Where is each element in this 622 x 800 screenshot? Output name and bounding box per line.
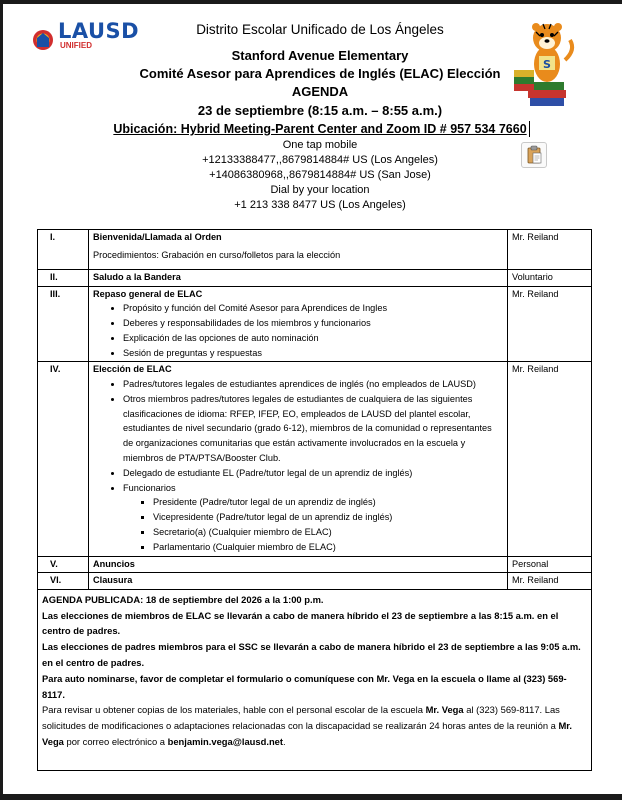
agenda-row bbox=[38, 362, 592, 556]
page-border-top bbox=[0, 0, 622, 4]
bullet-list bbox=[93, 301, 503, 360]
agenda-row bbox=[38, 573, 592, 590]
bullet-list bbox=[93, 377, 503, 555]
clipboard-icon bbox=[522, 143, 546, 167]
school-name: Stanford Avenue Elementary bbox=[231, 48, 409, 63]
agenda-row bbox=[38, 230, 592, 270]
dial-line: +12133388477,,8679814884# US (Los Angeles) bbox=[202, 154, 438, 166]
item-title: Bienvenida/Llamada al Orden bbox=[93, 232, 222, 242]
item-presenter: Mr. Reiland bbox=[508, 230, 592, 270]
self-nomination-note bbox=[42, 671, 587, 703]
note-text: Para revisar u obtener copias de los materiales, hable con el personal escolar de la escuela bbox=[42, 704, 426, 716]
page-border-bottom bbox=[0, 794, 622, 800]
item-number: IV. bbox=[38, 362, 89, 556]
note-text: en la escuela o llame al (323) 569-8117. bbox=[42, 672, 567, 700]
agenda-row bbox=[38, 270, 592, 287]
list-item: • Sesión de preguntas y respuestas bbox=[123, 346, 503, 361]
ssc-election-note: Las elecciones de padres miembros para el SSC se llevarán a cabo de manera híbrido el 23 de septiembre a las 9:05 a.m. en el centro de padres. bbox=[42, 641, 581, 668]
meeting-location: Ubicación: Hybrid Meeting-Parent Center and Zoom ID # 957 534 7660 bbox=[113, 122, 527, 136]
list-item-label: Funcionarios bbox=[123, 482, 176, 493]
page-border-left bbox=[0, 0, 3, 800]
list-item: • Deberes y responsabilidades de los miembros y funcionarios bbox=[123, 316, 503, 331]
list-item: • Delegado de estudiante EL (Padre/tutor legal de un aprendiz de inglés) bbox=[123, 466, 503, 481]
item-number: V. bbox=[38, 556, 89, 573]
item-text: Procedimientos: Grabación en curso/folletos para la elección bbox=[93, 249, 341, 260]
svg-text:S: S bbox=[543, 58, 551, 71]
note-text: Para auto nominarse, favor de completar el formulario o comuníquese con bbox=[42, 672, 377, 684]
item-presenter: Personal bbox=[508, 556, 592, 573]
item-number: I. bbox=[38, 230, 89, 270]
contact-email: benjamin.vega@lausd.net bbox=[167, 735, 284, 747]
sub-list-item: ▪ Parlamentario (Cualquier miembro de ELAC) bbox=[153, 540, 503, 555]
district-name: Distrito Escolar Unificado de Los Ángeles bbox=[196, 22, 444, 37]
list-item: • Explicación de las opciones de auto nominación bbox=[123, 331, 503, 346]
item-number: III. bbox=[38, 286, 89, 362]
meeting-date: 23 de septiembre (8:15 a.m. – 8:55 a.m.) bbox=[197, 103, 443, 118]
agenda-heading: AGENDA bbox=[291, 84, 349, 99]
committee-title: Comité Asesor para Aprendices de Inglés (ELAC) Elección bbox=[139, 66, 501, 81]
contact-name: Mr. Vega bbox=[42, 720, 573, 747]
notes-row bbox=[38, 589, 592, 770]
list-item bbox=[123, 481, 503, 555]
dial-line: Dial by your location bbox=[270, 184, 370, 196]
item-title: Anuncios bbox=[93, 558, 135, 569]
sub-list-item: ▪ Presidente (Padre/tutor legal de un aprendiz de inglés) bbox=[153, 495, 503, 510]
note-text: al (323) 569-8117. Las solicitudes de modificaciones o adaptaciones relacionadas con la discapacidad se realizarán 24 horas antes de la reunión a bbox=[42, 704, 560, 732]
agenda-table bbox=[37, 229, 592, 771]
dial-line: +14086380968,,8679814884# US (San Jose) bbox=[209, 169, 431, 181]
published-note: AGENDA PUBLICADA: 18 de septiembre del 2026 a la 1:00 p.m. bbox=[42, 593, 324, 605]
agenda-row bbox=[38, 556, 592, 573]
note-text: por correo electrónico a bbox=[63, 735, 168, 747]
item-presenter: Mr. Reiland bbox=[508, 573, 592, 590]
logo-subtext: UNIFIED bbox=[60, 41, 92, 50]
paste-options-icon[interactable] bbox=[521, 142, 547, 168]
item-presenter: Mr. Reiland bbox=[508, 286, 592, 362]
dial-line: +1 213 338 8477 US (Los Angeles) bbox=[234, 199, 406, 211]
list-item: • Padres/tutores legales de estudiantes aprendices de inglés (no empleados de LAUSD) bbox=[123, 377, 503, 392]
agenda-row bbox=[38, 286, 592, 362]
item-presenter: Mr. Reiland bbox=[508, 362, 592, 556]
item-presenter: Voluntario bbox=[508, 270, 592, 287]
contact-name: Mr. Vega bbox=[425, 704, 464, 716]
sub-list-item: ▪ Secretario(a) (Cualquier miembro de ELAC) bbox=[153, 525, 503, 540]
item-number: VI. bbox=[38, 573, 89, 590]
item-title: Clausura bbox=[93, 575, 133, 586]
elac-election-note: Las elecciones de miembros de ELAC se llevarán a cabo de manera híbrido el 23 de septiembre a las 8:15 a.m. en el centro de padres. bbox=[42, 609, 559, 637]
materials-note bbox=[42, 702, 587, 749]
note-text: . bbox=[283, 735, 286, 747]
text-cursor bbox=[529, 121, 530, 137]
item-title: Elección de ELAC bbox=[93, 364, 172, 375]
contact-name: Mr. Vega bbox=[376, 672, 415, 684]
dial-line: One tap mobile bbox=[282, 139, 358, 151]
item-title: Repaso general de ELAC bbox=[93, 288, 203, 299]
list-item: • Propósito y función del Comité Asesor para Aprendices de Ingles bbox=[123, 301, 503, 316]
item-number: II. bbox=[38, 270, 89, 287]
logo-text: LAUSD bbox=[58, 19, 140, 43]
sub-bullet-list bbox=[123, 495, 503, 554]
sub-list-item: ▪ Vicepresidente (Padre/tutor legal de un aprendiz de inglés) bbox=[153, 510, 503, 525]
list-item: • Otros miembros padres/tutores legales de estudiantes de cualquiera de las siguientes clasificaciones de idioma: RFEP, IFEP, EO, empleados de LAUSD del plantel escolar, estudiantes de nivel secundario (grado 6-12), miembros de la comunidad o representantes de organizaciones comunitarias que están activamente involucrados en la escuela y miembros de PTA/PTSA/Booster Club. bbox=[123, 392, 503, 466]
item-title: Saludo a la Bandera bbox=[93, 272, 181, 282]
